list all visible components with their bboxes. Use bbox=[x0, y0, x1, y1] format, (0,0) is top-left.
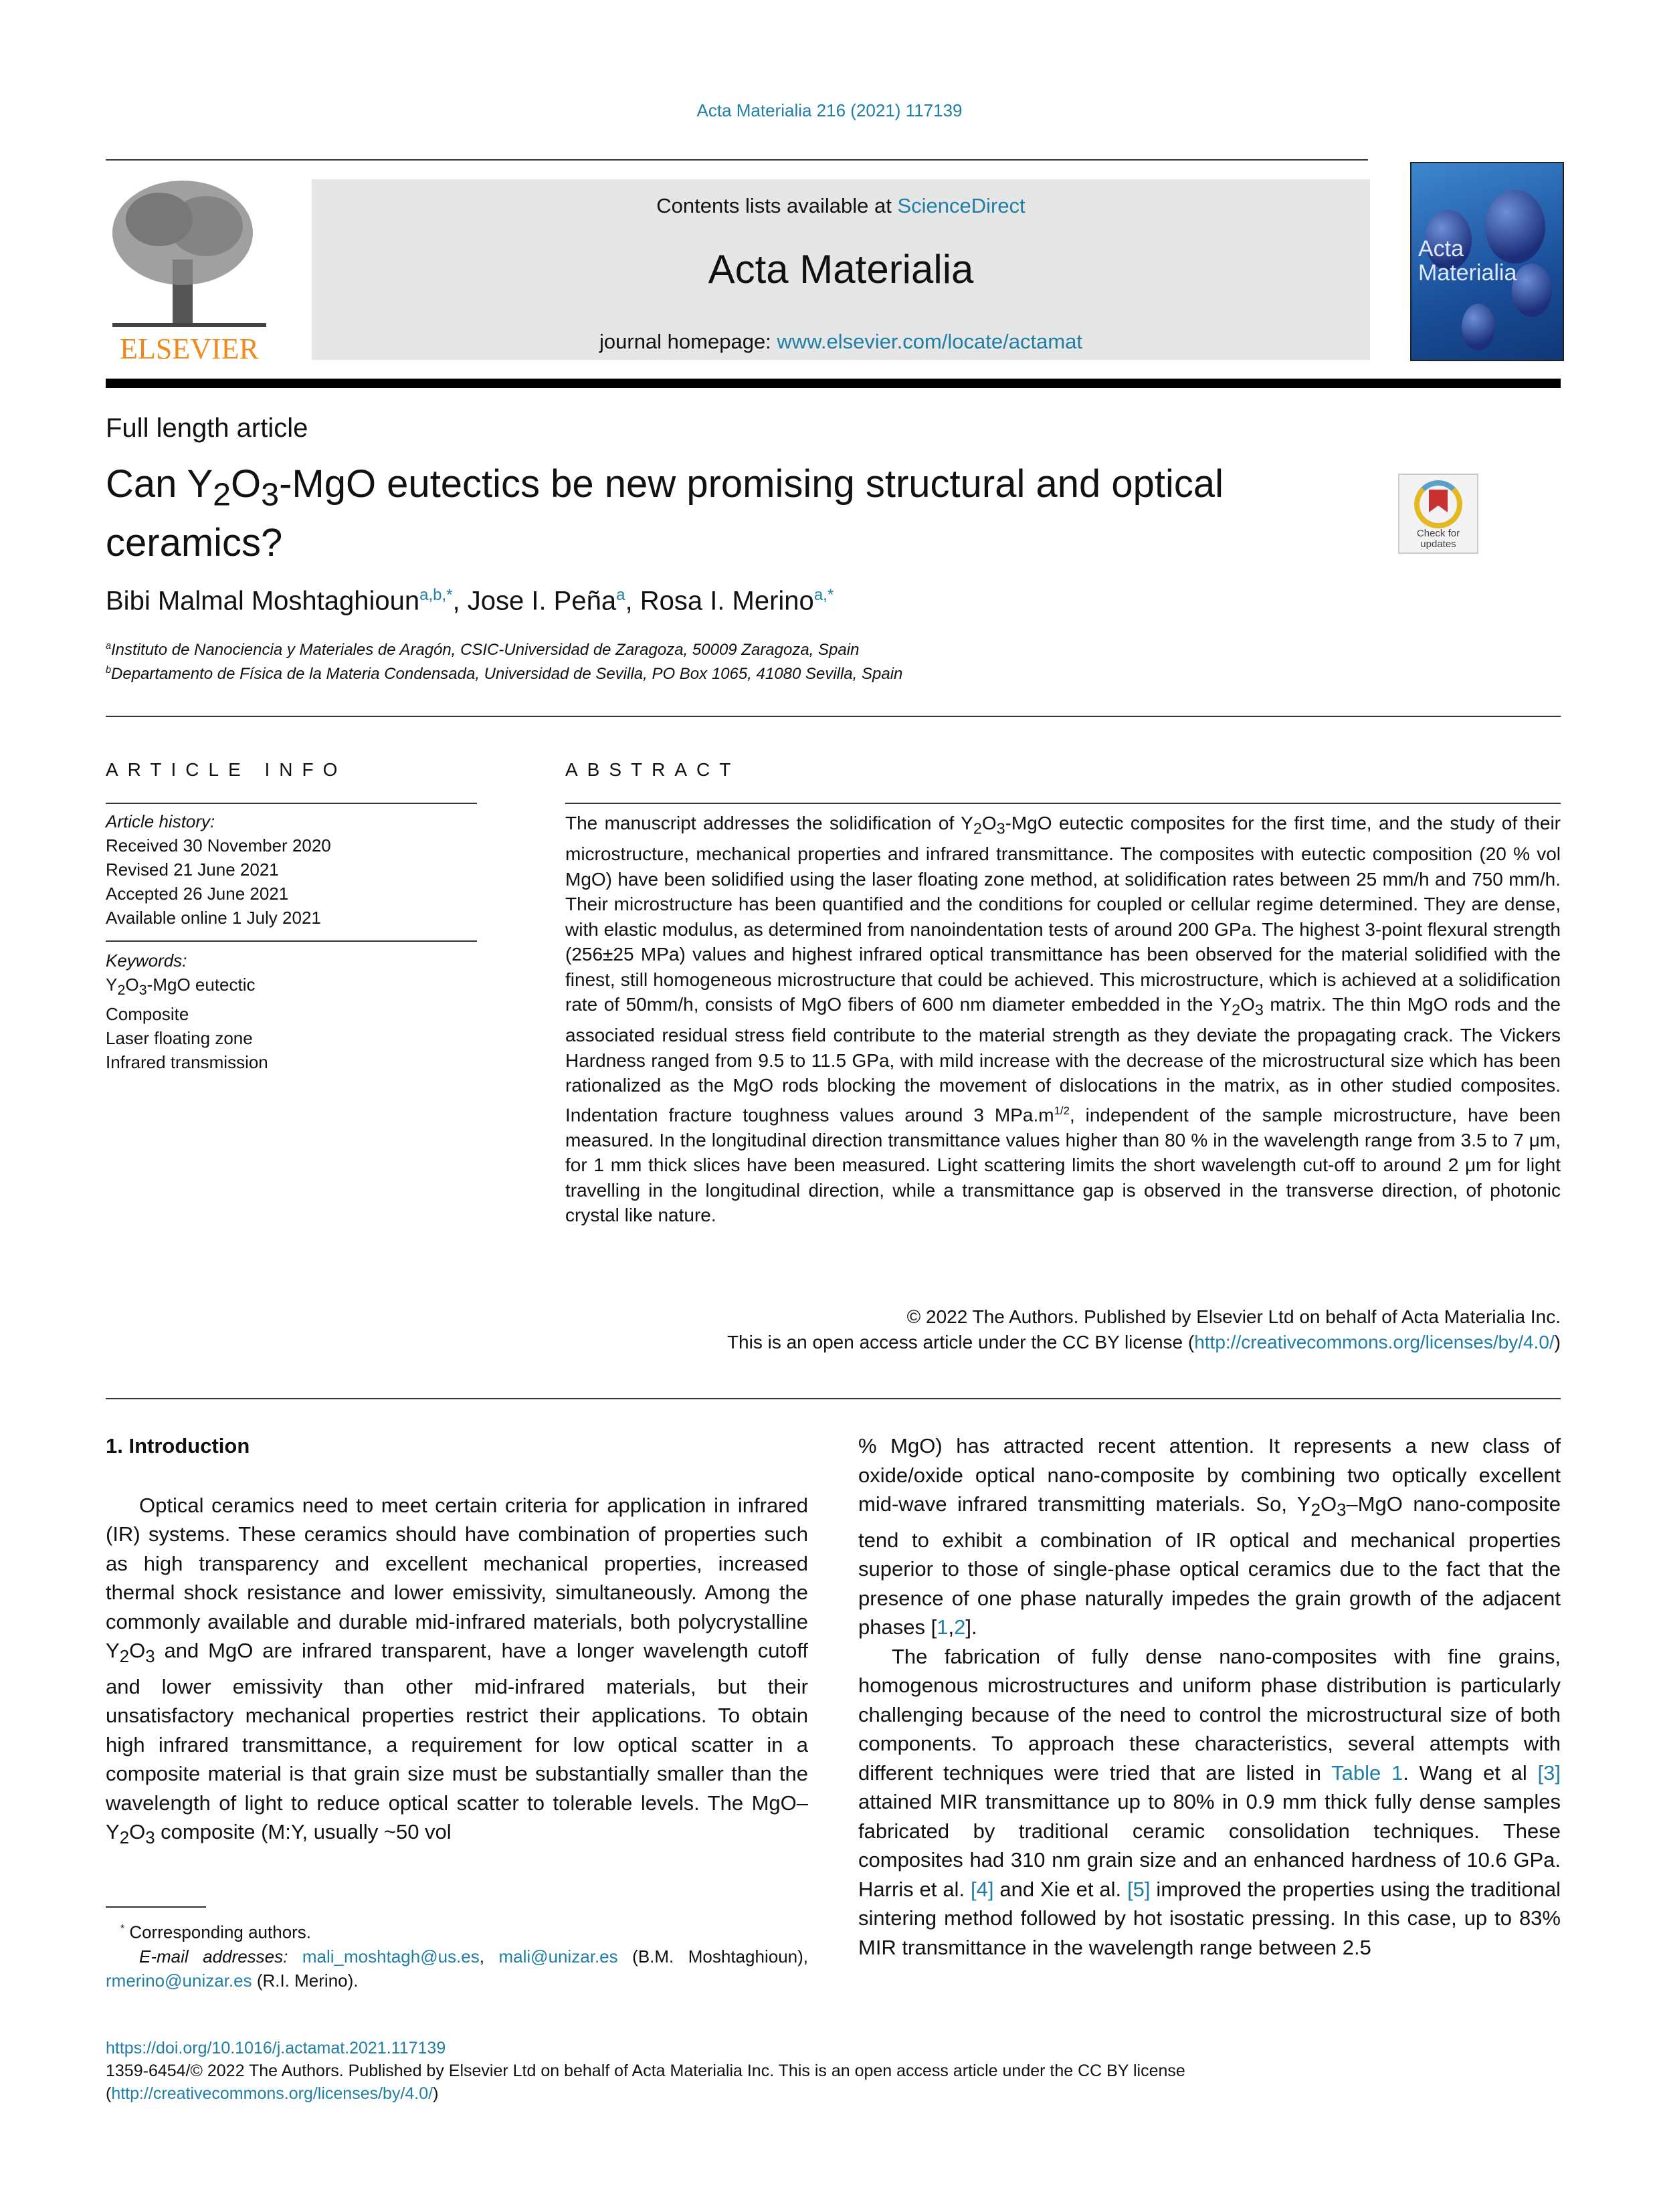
cover-title bbox=[1418, 237, 1517, 285]
email-link[interactable]: mali@unizar.es bbox=[498, 1946, 618, 1967]
citation-link[interactable]: 2 bbox=[954, 1615, 966, 1639]
title-text: O bbox=[231, 462, 262, 506]
history-label: Article history: bbox=[106, 811, 215, 831]
sciencedirect-link[interactable]: ScienceDirect bbox=[897, 194, 1026, 217]
kw-text: O bbox=[125, 975, 139, 995]
body-text: improved the properties using the traditional sintering method followed by hot isostatic pressing. In this case, up to 83% MIR transmittance in the wavelength range between 2.5 bbox=[858, 1877, 1561, 1959]
abstract-heading: ABSTRACT bbox=[565, 759, 741, 780]
journal-title: Acta Materialia bbox=[708, 247, 974, 292]
article-type: Full length article bbox=[106, 413, 308, 443]
cover-sphere bbox=[1512, 264, 1552, 317]
footnote-star: * bbox=[120, 1923, 125, 1934]
license-link[interactable]: http://creativecommons.org/licenses/by/4.0/ bbox=[111, 2084, 433, 2103]
footnote-divider bbox=[106, 1906, 206, 1908]
homepage-link[interactable]: www.elsevier.com/locate/actamat bbox=[777, 330, 1082, 353]
body-text: . Wang et al bbox=[1403, 1761, 1538, 1785]
license-suffix: ) bbox=[1554, 1332, 1561, 1352]
license-prefix: This is an open access article under the CC BY license ( bbox=[726, 1332, 1195, 1352]
email-link[interactable]: mali_moshtagh@us.es bbox=[302, 1946, 480, 1967]
subscript: 2 bbox=[1310, 1501, 1321, 1520]
body-text: –MgO nano-composite tend to exhibit a combination of IR optical and mechanical properties superior to those of single-phase optical ceramics due to the fact that the presence of one phase naturally impedes the grain growth of the adjacent phases [ bbox=[858, 1492, 1561, 1639]
body-column-left bbox=[106, 1431, 808, 1853]
body-text: and Xie et al. bbox=[993, 1877, 1128, 1901]
journal-reference-link[interactable] bbox=[0, 100, 1659, 121]
divider bbox=[106, 159, 1368, 161]
author-name[interactable]: Rosa I. Merino bbox=[640, 586, 814, 616]
section-heading: 1. Introduction bbox=[106, 1434, 250, 1457]
citation-link[interactable]: [5] bbox=[1127, 1877, 1151, 1901]
license-text: 1359-6454/© 2022 The Authors. Published by Elsevier Ltd on behalf of Acta Materialia Inc. This is an open access article under the CC BY license bbox=[106, 2062, 1185, 2080]
cover-title-2: Materialia bbox=[1418, 260, 1517, 286]
homepage-line bbox=[312, 330, 1370, 354]
subscript: 3 bbox=[145, 1647, 155, 1667]
divider bbox=[106, 1398, 1561, 1399]
journal-cover-image bbox=[1410, 162, 1564, 361]
author-list: Bibi Malmal Moshtaghioun$^{a,b,*}$, Jose I. Peña$^a$, Rosa I. Merino$^{a,*}$ bbox=[106, 586, 834, 616]
subscript: 2 bbox=[119, 1647, 130, 1667]
body-text: and MgO are infrared transparent, have a longer wavelength cutoff and lower emissivity than other mid-infrared materials, but their unsatisfactory mechanical properties restrict their applications. To obtain high infrared transmittance, a requirement for low optical scatter in a composite material is that grain size must be substantially smaller than the wavelength of light to reduce optical scatter to tolerable levels. The MgO–Y bbox=[106, 1639, 808, 1844]
history-item: Revised 21 June 2021 bbox=[106, 860, 279, 880]
author-marks[interactable]: a,* bbox=[813, 586, 834, 604]
keywords bbox=[106, 948, 477, 1074]
journal-ref-text[interactable]: Acta Materialia 216 (2021) 117139 bbox=[696, 100, 963, 120]
divider bbox=[106, 940, 477, 942]
subscript: 3 bbox=[1337, 1501, 1347, 1520]
email-owner: (B.M. Moshtaghioun), bbox=[617, 1946, 808, 1967]
history-item: Accepted 26 June 2021 bbox=[106, 884, 289, 904]
keyword: Infrared transmission bbox=[106, 1052, 268, 1073]
email-note: E-mail addresses: mali_moshtagh@us.es, mali@unizar.es (B.M. Moshtaghioun), rmerino@unizar.es (R.I. Merino). bbox=[106, 1946, 808, 1991]
superscript: 1/2 bbox=[1054, 1104, 1070, 1117]
subscript: 2 bbox=[119, 1829, 130, 1848]
body-text: O bbox=[1320, 1492, 1337, 1516]
keyword: Laser floating zone bbox=[106, 1028, 253, 1049]
citation-link[interactable]: [4] bbox=[970, 1877, 994, 1901]
footnote-text: Corresponding authors. bbox=[129, 1922, 312, 1942]
divider bbox=[106, 803, 477, 804]
subscript: 2 bbox=[1232, 1001, 1241, 1019]
cover-sphere bbox=[1462, 304, 1495, 350]
contents-line bbox=[312, 194, 1370, 218]
paragraph bbox=[106, 1491, 808, 1853]
subscript: 3 bbox=[1254, 1001, 1264, 1019]
abstract-text: -MgO eutectic composites for the first time, and the study of their microstructure, mechanical properties and infrared transmittance. The composites with eutectic composition (20 % vol MgO) have been solidified using the laser floating zone method, at solidification rates between 25 mm/h and 750 mm/h. Their microstructure has been quantified and the conditions for coupled or cellular regime determined. They are dense, with elastic modulus, as determined from nanoindentation tests of around 200 GPa. The highest 3-point flexural strength (256±25 MPa) values and highest infrared optical transmittance has been observed for the material solidified with the finest, still homogeneous microstructure that could be achieved. This microstructure, which is achieved at a solidification rate of 50mm/h, consists of MgO fibers of 600 nm diameter embedded in the Y bbox=[565, 813, 1561, 1015]
author-marks[interactable]: a,b,* bbox=[419, 586, 453, 604]
crossmark-icon bbox=[1414, 480, 1462, 528]
affiliation-text: Instituto de Nanociencia y Materiales de Aragón, CSIC-Universidad de Zaragoza, 50009 Zaragoza, Spain bbox=[111, 641, 860, 659]
affiliation bbox=[106, 665, 902, 684]
footnote bbox=[106, 1917, 808, 1993]
citation-link[interactable]: 1 bbox=[937, 1615, 949, 1639]
kw-sub: 3 bbox=[138, 981, 147, 999]
subscript: 2 bbox=[973, 819, 982, 837]
abstract-text: , independent of the sample microstructure, have been measured. In the longitudinal direction transmittance values higher than 80 % in the wavelength range from 3.5 to 7 μm, for 1 mm thick slices have been measured. Light scattering limits the short wavelength cut-off to around 2 μm for light travelling in the longitudinal direction, while a transmittance gap is observed in the transverse direction, of photonic crystal like nature. bbox=[565, 1104, 1561, 1226]
body-text: Optical ceramics need to meet certain criteria for application in infrared (IR) systems. These ceramics should have combination of properties such as high transparency and excellent mechanical properties, increased thermal shock resistance and lower emissivity, simultaneously. Among the commonly available and durable mid-infrared materials, both polycrystalline Y bbox=[106, 1493, 808, 1662]
journal-banner bbox=[312, 179, 1370, 360]
email-label: E-mail addresses: bbox=[139, 1946, 302, 1967]
title-subscript: 3 bbox=[261, 476, 280, 513]
abstract-copyright bbox=[565, 1304, 1561, 1355]
homepage-prefix: journal homepage: bbox=[599, 330, 777, 353]
check-for-updates-button[interactable] bbox=[1398, 474, 1478, 554]
elsevier-wordmark: ELSEVIER bbox=[120, 332, 259, 365]
article-info-heading: ARTICLE INFO bbox=[106, 759, 347, 780]
corresponding-note bbox=[106, 1917, 808, 1944]
body-text: The fabrication of fully dense nano-composites with fine grains, homogenous microstructures and uniform phase distribution is particularly challenging because of the need to control the microstructural size of both components. To approach these characteristics, several attempts with different techniques were tried that are listed in bbox=[858, 1644, 1561, 1785]
abstract-text: O bbox=[981, 813, 997, 833]
title-text: -MgO eutectics be new promising structural and optical ceramics? bbox=[106, 462, 1224, 565]
title-subscript: 2 bbox=[213, 476, 231, 513]
abstract-text: The manuscript addresses the solidification of Y bbox=[565, 813, 973, 833]
cover-title-1: Acta bbox=[1418, 236, 1464, 262]
email-link[interactable]: rmerino@unizar.es bbox=[106, 1970, 252, 1991]
divider bbox=[106, 716, 1561, 717]
paragraph bbox=[858, 1642, 1561, 1963]
copyright-line: © 2022 The Authors. Published by Elsevier Ltd on behalf of Acta Materialia Inc. bbox=[906, 1306, 1561, 1327]
abstract-body bbox=[565, 811, 1561, 1228]
kw-text: -MgO eutectic bbox=[147, 975, 256, 995]
table-link[interactable]: Table 1 bbox=[1331, 1761, 1403, 1785]
doi-link[interactable]: https://doi.org/10.1016/j.actamat.2021.117139 bbox=[106, 2039, 446, 2057]
author-name[interactable]: Jose I. Peña bbox=[467, 586, 617, 616]
body-text: O bbox=[129, 1639, 146, 1662]
body-text: % MgO) has attracted recent attention. It represents a new class of oxide/oxide optical nano-composite by combining two optically excellent mid-wave infrared transmitting materials. So, Y bbox=[858, 1434, 1561, 1516]
divider bbox=[565, 803, 1561, 804]
history-item: Available online 1 July 2021 bbox=[106, 908, 321, 928]
title-text: Can Y bbox=[106, 462, 213, 506]
subscript: 3 bbox=[996, 819, 1005, 837]
affiliation-text: Departamento de Física de la Materia Condensada, Universidad de Sevilla, PO Box 1065, 41080 Sevilla, Spain bbox=[111, 665, 903, 683]
paragraph: % MgO) has attracted recent attention. It represents a new class of oxide/oxide optical nano-composite by combining two optically excellent mid-wave infrared transmitting materials. So, $Y_2O_3$–MgO nano-composite tend to exhibit a combination of IR optical and mechanical properties superior to those of single-phase optical ceramics due to the fact that the presence of one phase naturally impedes the grain growth of the adjacent phases [1,2]. bbox=[858, 1434, 1561, 1639]
abstract-text: matrix. The thin MgO rods and the associated residual stress field contribute to the material strength as they deviate the propagating crack. The Vickers Hardness ranged from 9.5 to 11.5 GPa, with mild increase with the decrease of the microstructural size which has been rationalized as the MgO rods blocking the movement of dislocations in the matrix, as in other studied composites. Indentation fracture toughness values around 3 MPa.m bbox=[565, 994, 1561, 1126]
body-text: attained MIR transmittance up to 80% in 0.9 mm thick fully dense samples fabricated by traditional ceramic consolidation techniques. These composites had 310 nm grain size and an enhanced hardness of 10.6 GPa. Harris et al. bbox=[858, 1790, 1561, 1901]
email-owner: (R.I. Merino). bbox=[252, 1970, 359, 1991]
article-history bbox=[106, 809, 477, 930]
author-name[interactable]: Bibi Malmal Moshtaghioun bbox=[106, 586, 420, 616]
contents-prefix: Contents lists available at bbox=[656, 194, 898, 217]
crossmark-label: Check for updates bbox=[1416, 528, 1460, 550]
citation-link[interactable]: [3] bbox=[1537, 1761, 1561, 1785]
kw-text: Y bbox=[106, 975, 118, 995]
tree-icon bbox=[106, 179, 273, 333]
history-item: Received 30 November 2020 bbox=[106, 835, 331, 856]
keyword bbox=[106, 973, 477, 1002]
affiliation bbox=[106, 641, 859, 660]
body-text: O bbox=[129, 1820, 146, 1844]
body-text: composite (M:Y, usually ~50 vol bbox=[155, 1820, 452, 1844]
page-footer: https://doi.org/10.1016/j.actamat.2021.117139 1359-6454/© 2022 The Authors. Published by Elsevier Ltd on behalf of Acta Materialia Inc. This is an open access article under the CC BY license (http://creativecommons.org/licenses/by/4.0/) bbox=[106, 2039, 1185, 2103]
subscript: 3 bbox=[145, 1829, 155, 1848]
body-text: ]. bbox=[965, 1615, 977, 1639]
article-title bbox=[106, 460, 1310, 567]
keyword: Composite bbox=[106, 1004, 189, 1025]
keywords-label: Keywords: bbox=[106, 950, 187, 971]
affiliation-mark: b bbox=[106, 665, 112, 676]
abstract-text: O bbox=[1240, 994, 1255, 1015]
elsevier-logo bbox=[106, 179, 273, 367]
header-divider bbox=[106, 379, 1561, 388]
kw-sub: 2 bbox=[117, 981, 126, 999]
author-marks[interactable]: a bbox=[616, 586, 625, 604]
license-link[interactable]: http://creativecommons.org/licenses/by/4.0/ bbox=[1194, 1332, 1555, 1352]
body-column-right bbox=[858, 1431, 1561, 1962]
license-line bbox=[565, 1330, 1561, 1355]
affiliation-mark: a bbox=[106, 641, 112, 651]
